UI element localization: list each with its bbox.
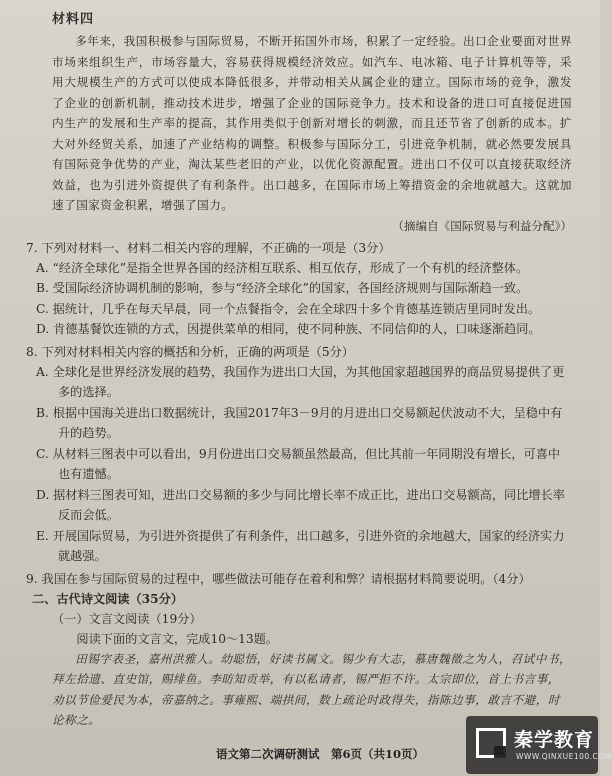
page-content [26,8,572,731]
option-b: B. 受国际经济协调机制的影响，参与“经济全球化”的国家，各国经济规则与国际渐趋一致。 [36,281,529,295]
question-stem: 8. 下列对材料相关内容的概括和分析，正确的两项是（5分） [26,344,354,359]
option-d: D. 肯德基餐饮连锁的方式，因提供菜单的相同，使不同种族、不同信仰的人，口味逐渐趋同。 [36,322,541,336]
subsection-heading: （一）文言文阅读（19分） [52,611,202,626]
logo-mark-icon [476,728,506,758]
option-d: D. 据材料三图表可知，进出口交易额的多少与同比增长率不成正比，进出口交易额高，同比增长率反而会低。 [36,487,565,522]
material-source: （摘编自《国际贸易与利益分配》） [392,218,572,233]
material-paragraph: 多年来，我国积极参与国际贸易，不断开拓国外市场，积累了一定经验。出口企业要面对世界市场来组织生产，市场容量大，容易获得规模经济效应。如汽车、电冰箱、电子计算机等等，采用大规模生产的方式可以使成本降低很多，并带动相关从属企业的建立。国际市场的竞争，激发了企业的创新机制，推动技术进步，增强了企业的国际竞争力。技术和设备的进口可直接促进国内生产的发展和生产率的提高，其作用类似于创新对增长的刺激，而且还节省了创新的成本。扩大对外经贸关系，加速了产业结构的调整。积极参与国际分工，引进竞争机制，就必然要发展具有国际竞争优势的产业，淘汰某些老旧的产业，以优化资源配置。进出口不仅可以直接获取经济效益，也为引进外资提供了有利条件。出口越多，在国际市场上筹措资金的余地就越大。这就加速了国家资金积累，增强了国力。 [52,34,572,212]
section-classical-reading [32,589,572,731]
question-9 [26,569,572,589]
material-title: 材料四 [52,12,95,27]
watermark-logo [466,716,612,774]
reading-instruction: 阅读下面的文言文，完成10～13题。 [76,631,279,646]
option-c: C. 从材料三图表中可以看出，9月份进出口交易额虽然最高，但比其前一年同期没有增长，可喜中也有遗憾。 [36,446,561,481]
logo-name: 秦学教育 [514,729,595,751]
question-stem: 9. 我国在参与国际贸易的过程中，哪些做法可能存在着利和弊？请根据材料简要说明。（4分） [26,571,531,586]
material-four [52,8,572,236]
option-e: E. 开展国际贸易，为引进外资提供了有利条件，出口越多，引进外资的余地越大，国家的经济实力就越强。 [36,528,565,563]
option-a: A. 全球化是世界经济发展的趋势，我国作为进出口大国，为其他国家超越国界的商品贸易提供了更多的选择。 [36,364,565,399]
page-footer: 语文第二次调研测试 第6页（共10页） [215,747,424,761]
classical-text: 田锡字表圣，嘉州洪雅人。幼聪悟，好读书属文。锡少有大志，慕唐魏徵之为人，召试中书，拜左拾遗、直史馆，赐绯鱼。李昉知贡举，有以私请者，锡严拒不许。太宗即位，首上书言事，劝以节俭爱民为本，帝嘉纳之。事雍熙、端拱间，数上疏论时政得失，指陈边事，敢言不避，时论称之。 [52,651,572,727]
question-7 [26,238,572,340]
question-stem: 7. 下列对材料一、材料二相关内容的理解，不正确的一项是（3分） [26,240,391,255]
option-b: B. 根据中国海关进出口数据统计，我国2017年3－9月的月进出口交易额起伏波动不大，呈稳中有升的趋势。 [36,405,563,440]
option-c: C. 据统计，几乎在每天早晨，同一个点餐指令，会在全球四十多个肯德基连锁店里同时发出。 [36,301,541,316]
logo-url: WWW.QINXUE100.COM [516,752,612,761]
section-heading: 二、古代诗文阅读（35分） [32,591,184,606]
option-a: A. “经济全球化”是指全世界各国的经济相互联系、相互依存，形成了一个有机的经济整体。 [36,260,529,275]
question-8 [26,342,572,567]
